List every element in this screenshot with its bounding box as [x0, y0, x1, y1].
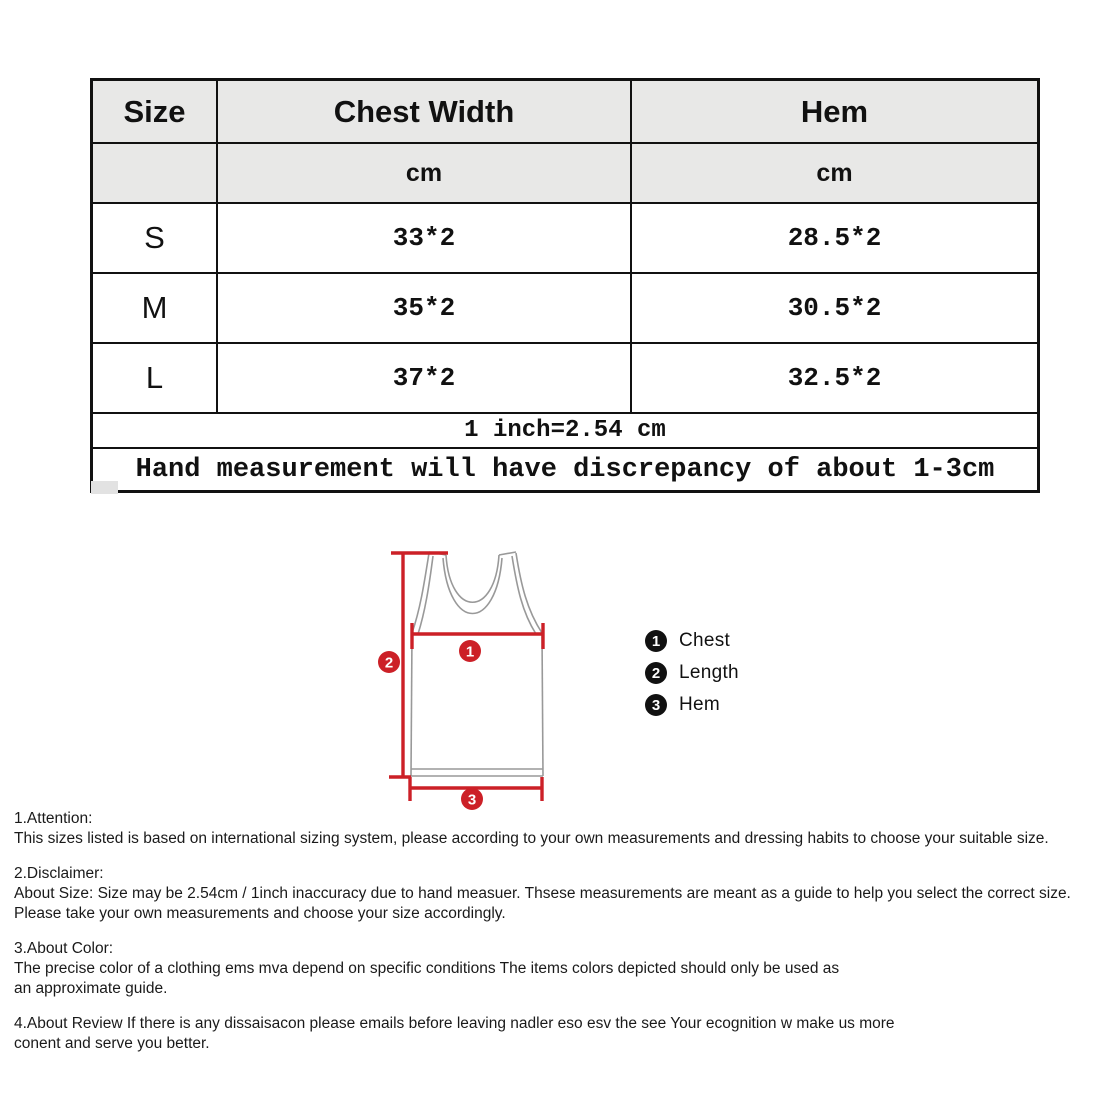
header-size: Size	[92, 80, 218, 144]
marker-1-number: 1	[465, 643, 475, 661]
hand-measurement-note: Hand measurement will have discrepancy of about 1-3cm	[92, 448, 1039, 492]
chest-value-l: 37*2	[217, 343, 631, 413]
garment-outline-icon	[411, 552, 543, 776]
size-label-m: M	[92, 273, 218, 343]
unit-chest-cm: cm	[217, 143, 631, 203]
table-row-l	[92, 343, 1039, 413]
note-disclaimer-heading: 2.Disclaimer:	[14, 865, 104, 882]
note-about-review	[14, 1014, 1094, 1054]
legend-item-chest	[645, 630, 739, 652]
unit-empty-cell	[92, 143, 218, 203]
table-inch-note-row	[92, 413, 1039, 448]
chest-value-m: 35*2	[217, 273, 631, 343]
inch-conversion-note: 1 inch=2.54 cm	[92, 413, 1039, 448]
marker-3-number: 3	[467, 791, 477, 809]
note-color-body-1: The precise color of a clothing ems mva depend on specific conditions The items colors depicted should only be used as	[14, 960, 840, 977]
note-attention-heading: 1.Attention:	[14, 810, 93, 827]
note-disclaimer-body-2: Please take your own measurements and choose your size accordingly.	[14, 905, 506, 922]
black-circled-2-icon: 2	[645, 662, 667, 684]
header-chest-width: Chest Width	[217, 80, 631, 144]
size-label-l: L	[92, 343, 218, 413]
hem-value-l: 32.5*2	[631, 343, 1039, 413]
chest-value-s: 33*2	[217, 203, 631, 273]
legend-item-length	[645, 662, 739, 684]
hem-value-m: 30.5*2	[631, 273, 1039, 343]
legend-label-chest: Chest	[679, 630, 731, 651]
notes-section	[14, 809, 1094, 1069]
legend-item-hem	[645, 694, 739, 716]
note-disclaimer-body-1: About Size: Size may be 2.54cm / 1inch inaccuracy due to hand measuer. Thsese measurements are meant as a guide to help you select the correct size.	[14, 885, 1071, 902]
note-color-heading: 3.About Color:	[14, 940, 114, 957]
table-hand-note-row	[92, 448, 1039, 492]
note-color-body-2: an approximate guide.	[14, 980, 168, 997]
black-circled-1-icon: 1	[645, 630, 667, 652]
unit-hem-cm: cm	[631, 143, 1039, 203]
note-attention	[14, 809, 1094, 849]
note-about-color	[14, 939, 1094, 999]
size-label-s: S	[92, 203, 218, 273]
tank-top-measurement-diagram	[375, 538, 590, 813]
black-circled-3-icon: 3	[645, 694, 667, 716]
note-review-body-2: conent and serve you better.	[14, 1035, 210, 1052]
legend-label-length: Length	[679, 662, 739, 683]
table-row-s	[92, 203, 1039, 273]
note-disclaimer	[14, 864, 1094, 924]
scan-artifact	[91, 481, 118, 494]
table-unit-row	[92, 143, 1039, 203]
note-review-body-1: 4.About Review If there is any dissaisacon please emails before leaving nadler eso esv the see Your ecognition w make us more	[14, 1015, 895, 1032]
header-hem: Hem	[631, 80, 1039, 144]
note-attention-body: This sizes listed is based on international sizing system, please according to your own measurements and dressing habits to choose your suitable size.	[14, 830, 1049, 847]
hem-value-s: 28.5*2	[631, 203, 1039, 273]
legend-label-hem: Hem	[679, 694, 721, 715]
measurement-legend	[645, 630, 739, 716]
marker-2-number: 2	[384, 654, 394, 672]
table-row-m	[92, 273, 1039, 343]
table-header-row	[92, 80, 1039, 144]
size-chart-table	[90, 78, 1040, 493]
